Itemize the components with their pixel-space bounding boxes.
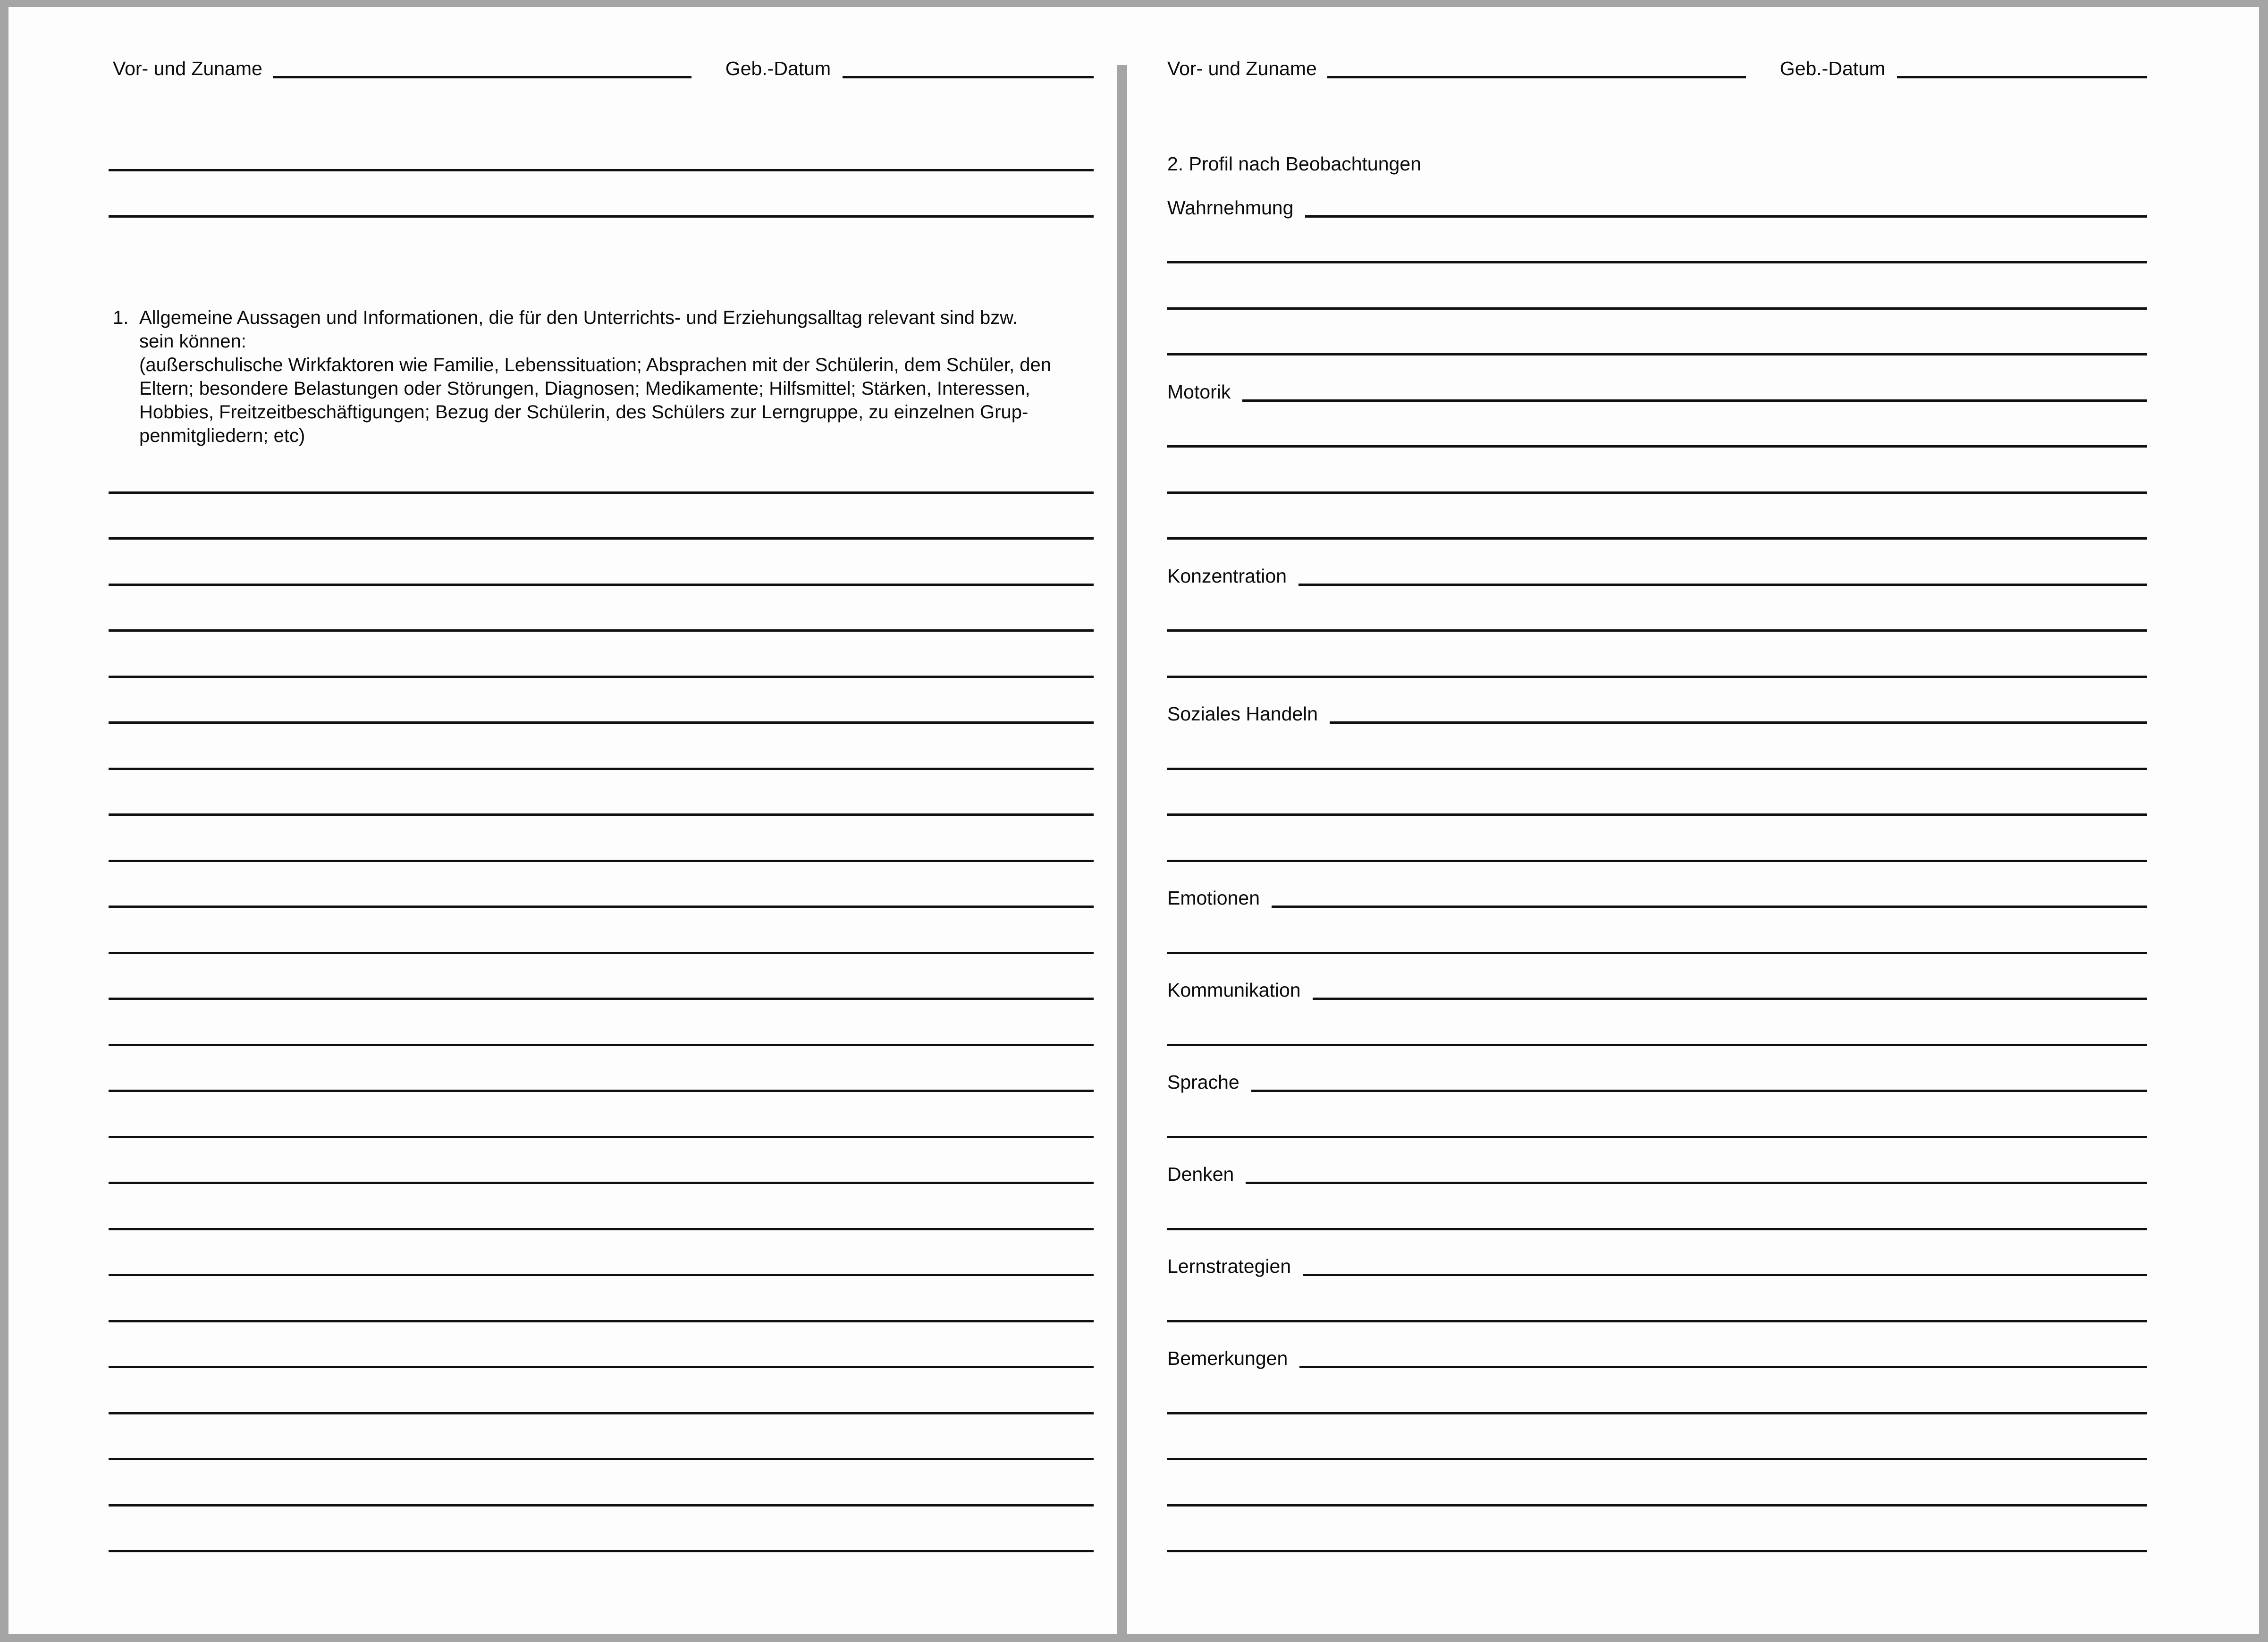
section-label: Bemerkungen bbox=[1167, 1347, 1288, 1369]
writing-line bbox=[1167, 261, 2147, 263]
ruled-line bbox=[109, 169, 1094, 171]
page-divider bbox=[1117, 65, 1127, 1634]
section-label-row-denken bbox=[1167, 1157, 2147, 1184]
writing-line bbox=[109, 1458, 1094, 1460]
writing-line bbox=[1167, 676, 2147, 678]
section-label-row-bemerkungen bbox=[1167, 1341, 2147, 1368]
writing-line bbox=[1167, 445, 2147, 448]
writing-line bbox=[109, 1090, 1094, 1092]
writing-line bbox=[1167, 1136, 2147, 1138]
writing-line bbox=[109, 768, 1094, 770]
dob-field-line bbox=[843, 76, 1094, 78]
section-label-row-kommunikation bbox=[1167, 973, 2147, 1000]
section-label-row-konzentration bbox=[1167, 559, 2147, 586]
writing-line bbox=[1167, 537, 2147, 540]
header-row bbox=[113, 51, 1094, 78]
section-label-row-lernstrategien bbox=[1167, 1249, 2147, 1276]
paragraph-line: Hobbies, Freitzeitbeschäftigungen; Bezug der Schülerin, des Schülers zur Lerngruppe, zu einzelnen Grup- bbox=[139, 402, 1029, 423]
section-label-line bbox=[1313, 998, 2147, 1000]
writing-line bbox=[1167, 813, 2147, 816]
name-field-label: Vor- und Zuname bbox=[1167, 58, 1317, 79]
section-label: Lernstrategien bbox=[1167, 1255, 1291, 1277]
section-label: Sprache bbox=[1167, 1071, 1239, 1093]
section-label-row-soziales-handeln bbox=[1167, 696, 2147, 724]
writing-line bbox=[1167, 1320, 2147, 1322]
section-label-line bbox=[1303, 1274, 2147, 1276]
section-label: Kommunikation bbox=[1167, 979, 1301, 1001]
paragraph-line: sein können: bbox=[139, 331, 246, 352]
section-label: Emotionen bbox=[1167, 887, 1260, 909]
writing-line bbox=[109, 1366, 1094, 1368]
writing-line bbox=[1167, 307, 2147, 310]
paragraph-number: 1. bbox=[113, 307, 129, 328]
writing-line bbox=[109, 676, 1094, 678]
writing-line bbox=[109, 491, 1094, 494]
writing-line bbox=[109, 1320, 1094, 1322]
name-field-line bbox=[1327, 76, 1746, 78]
writing-line bbox=[1167, 629, 2147, 632]
section-label-line bbox=[1298, 584, 2147, 586]
section-label-row-wahrnehmung bbox=[1167, 190, 2147, 218]
dob-field-label: Geb.-Datum bbox=[725, 58, 831, 79]
paragraph-line: Allgemeine Aussagen und Informationen, die für den Unterrichts- und Erziehungsalltag relevant sind bzw. bbox=[139, 307, 1018, 328]
header-row bbox=[1167, 51, 2147, 78]
writing-line bbox=[109, 1182, 1094, 1184]
writing-line bbox=[1167, 1550, 2147, 1552]
writing-line bbox=[1167, 353, 2147, 355]
section-label: Denken bbox=[1167, 1163, 1234, 1185]
writing-line bbox=[1167, 1412, 2147, 1414]
writing-line bbox=[109, 1412, 1094, 1414]
writing-line bbox=[1167, 860, 2147, 862]
writing-line bbox=[109, 1274, 1094, 1276]
writing-line bbox=[1167, 768, 2147, 770]
section-label-line bbox=[1246, 1182, 2147, 1184]
section-label-line bbox=[1251, 1090, 2147, 1092]
writing-line bbox=[1167, 1458, 2147, 1460]
dob-field-line bbox=[1897, 76, 2147, 78]
ruled-line bbox=[109, 215, 1094, 218]
section-label: Wahrnehmung bbox=[1167, 197, 1294, 219]
paper bbox=[8, 7, 2259, 1634]
writing-line bbox=[109, 537, 1094, 540]
writing-line bbox=[109, 952, 1094, 954]
paragraph-line: penmitgliedern; etc) bbox=[139, 425, 305, 446]
section-label: Soziales Handeln bbox=[1167, 703, 1318, 725]
section-label-row-sprache bbox=[1167, 1065, 2147, 1092]
section-label-line bbox=[1305, 215, 2147, 218]
paragraph-line: (außerschulische Wirkfaktoren wie Familie, Lebenssituation; Absprachen mit der Schülerin, dem Schüler, den bbox=[139, 355, 1052, 375]
profile-heading: 2. Profil nach Beobachtungen bbox=[1167, 153, 1421, 175]
writing-line bbox=[109, 721, 1094, 724]
writing-line bbox=[109, 906, 1094, 908]
section-label: Konzentration bbox=[1167, 565, 1287, 587]
paragraph-lines bbox=[139, 306, 1094, 448]
writing-line bbox=[109, 1228, 1094, 1230]
name-field-line bbox=[273, 76, 691, 78]
writing-line bbox=[109, 860, 1094, 862]
dob-field-label: Geb.-Datum bbox=[1779, 58, 1886, 79]
writing-line bbox=[109, 998, 1094, 1000]
section-paragraph bbox=[113, 306, 1094, 448]
section-label-line bbox=[1299, 1366, 2147, 1368]
writing-line bbox=[109, 1550, 1094, 1552]
writing-line bbox=[1167, 1504, 2147, 1507]
section-label-line bbox=[1272, 906, 2147, 908]
writing-line bbox=[109, 1136, 1094, 1138]
writing-line bbox=[1167, 1044, 2147, 1046]
writing-line bbox=[1167, 952, 2147, 954]
writing-line bbox=[109, 1504, 1094, 1507]
writing-line bbox=[109, 629, 1094, 632]
section-label-row-emotionen bbox=[1167, 880, 2147, 908]
writing-line bbox=[1167, 491, 2147, 494]
section-label-row-motorik bbox=[1167, 374, 2147, 402]
section-label: Motorik bbox=[1167, 381, 1231, 403]
paragraph-line: Eltern; besondere Belastungen oder Störungen, Diagnosen; Medikamente; Hilfsmittel; Stärken, Interessen, bbox=[139, 378, 1030, 399]
section-label-line bbox=[1242, 399, 2147, 402]
writing-line bbox=[109, 584, 1094, 586]
writing-line bbox=[109, 1044, 1094, 1046]
name-field-label: Vor- und Zuname bbox=[113, 58, 262, 79]
section-label-line bbox=[1330, 721, 2147, 724]
writing-line bbox=[1167, 1228, 2147, 1230]
writing-line bbox=[109, 813, 1094, 816]
